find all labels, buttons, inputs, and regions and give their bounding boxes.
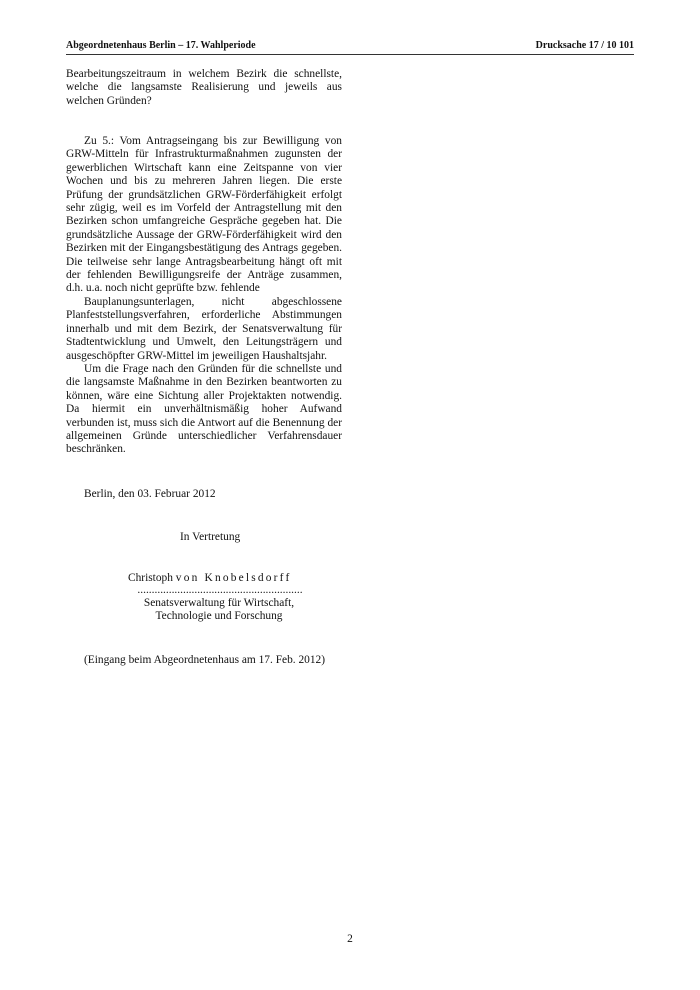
closing-date: Berlin, den 03. Februar 2012 <box>84 488 216 500</box>
closing-vertretung: In Vertretung <box>180 531 241 543</box>
paragraph-question-end: Bearbeitungszeitraum in welchem Bezirk die schnellste, welche die langsamste Realisierung und jeweils aus welchen Gründen? <box>66 68 342 107</box>
receipt-note: (Eingang beim Abgeordnetenhaus am 17. Feb. 2012) <box>84 654 326 666</box>
body-column <box>66 68 342 457</box>
signature-name <box>128 572 291 584</box>
page-number: 2 <box>347 933 353 945</box>
department-line-2: Technologie und Forschung <box>155 610 283 623</box>
department-line-1: Senatsverwaltung für Wirtschaft, <box>143 597 295 609</box>
paragraph-bauplanung: Bauplanungsunterlagen, nicht abgeschlossene Planfeststellungsverfahren, erforderliche Abstimmungen innerhalb und mit dem Bezirk, der Senatsverwaltung für Stadtentwicklung und Umwelt, den Leitungsträgern und ausgeschöpfter GRW-Mittel im jeweiligen Haushaltsjahr. <box>66 295 342 362</box>
signature-surname: von Knobelsdorff <box>175 572 292 584</box>
page-header <box>66 40 634 55</box>
department <box>116 597 322 624</box>
header-right: Drucksache 17 / 10 101 <box>535 40 634 51</box>
paragraph-answer-5: Zu 5.: Vom Antragseingang bis zur Bewilligung von GRW-Mitteln für Infrastrukturmaßnahmen zugunsten der gewerblichen Wirtschaft kann eine Zeitspanne von vier Wochen und bis zu mehreren Jahren liegen. Die erste Prüfung der grundsätzlichen GRW-Förderfähigkeit erfolgt sehr zügig, weil es im Vorfeld der Antragstellung mit den Bezirken schon umfangreiche Gespräche gegeben hat. Die grundsätzliche Aussage der GRW-Förderfähigkeit wird den Bezirken mit der Eingangsbestätigung des Antrags gegeben. Die teilweise sehr lange Antragsbearbeitung hängt oft mit der fehlenden Bewilligungsreife der Anträge zusammen, d.h. u.a. noch nicht geprüfte bzw. fehlende <box>66 135 342 295</box>
signature-dots: .......................................................... <box>137 586 303 594</box>
header-left: Abgeordnetenhaus Berlin – 17. Wahlperiode <box>66 40 256 51</box>
paragraph-fragen: Um die Frage nach den Gründen für die schnellste und die langsamste Maßnahme in den Bezirken beantworten zu können, wäre eine Sichtung aller Projektakten notwendig. Da hiermit ein unverhältnismäßig hoher Aufwand verbunden ist, muss sich die Antwort auf die Benennung der allgemeinen Gründe unterschiedlicher Verfahrensdauer beschränken. <box>66 362 342 456</box>
signature-first-name: Christoph <box>128 572 173 584</box>
